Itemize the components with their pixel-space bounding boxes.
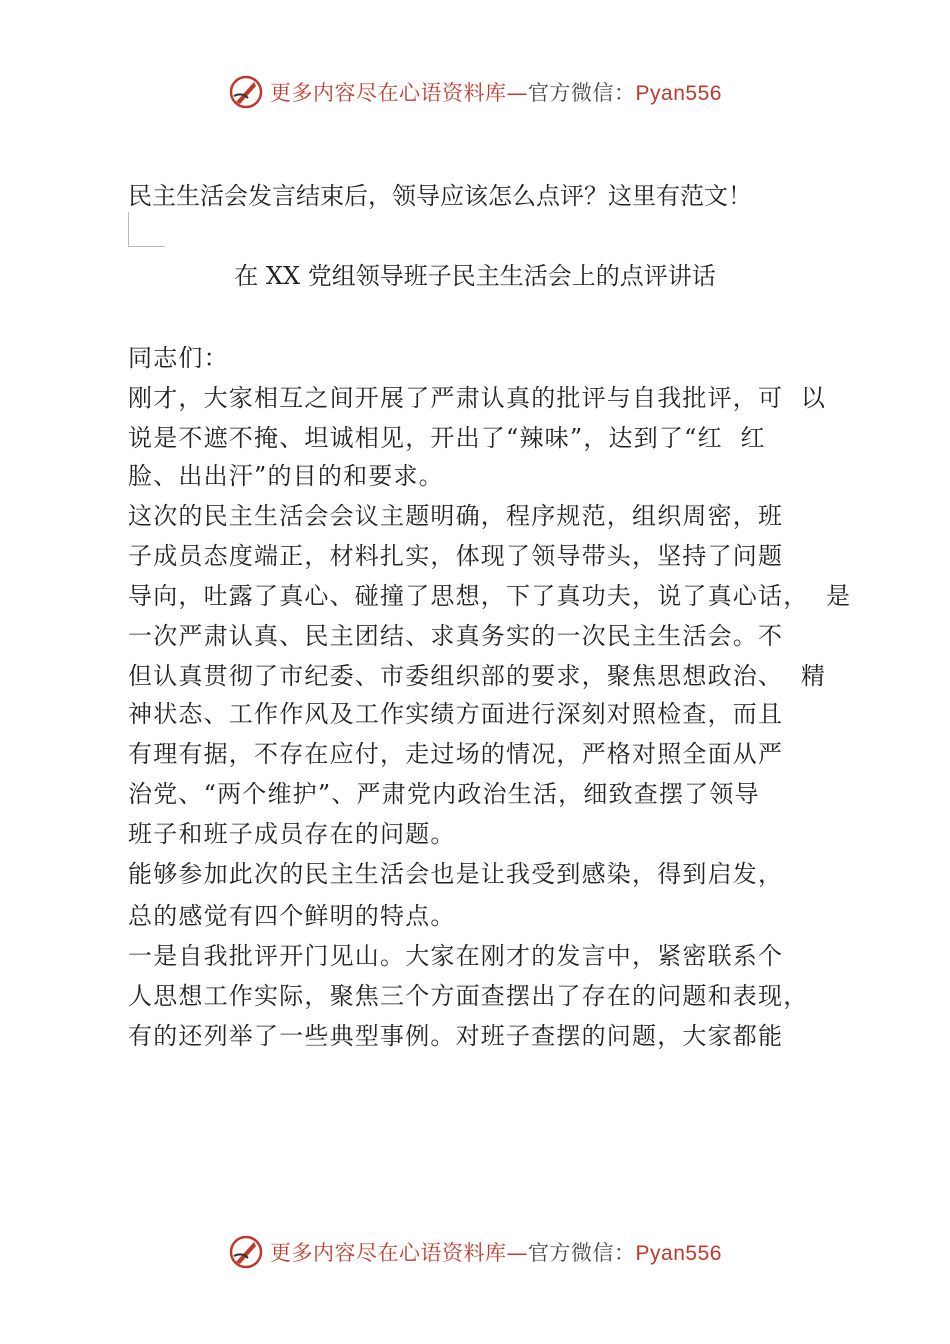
body-line: 班子和班子成员存在的问题。	[128, 820, 456, 848]
body-line: 能够参加此次的民主生活会也是让我受到感染，得到启发，	[128, 860, 784, 888]
header-watermark-banner	[0, 72, 950, 112]
body-line: 神状态、工作作风及工作实绩方面进行深刻对照检查，而且	[128, 700, 784, 728]
body-line: 刚才，大家相互之间开展了严肃认真的批评与自我批评，可 以	[128, 384, 827, 412]
body-line: 有的还列举了一些典型事例。对班子查摆的问题，大家都能	[128, 1022, 784, 1050]
banner-wechat-id: Pyan556	[635, 1242, 722, 1265]
body-line: 这次的民主生活会会议主题明确，程序规范，组织周密，班	[128, 502, 784, 530]
body-line: 子成员态度端正，材料扎实，体现了领导带头，坚持了问题	[128, 542, 784, 570]
body-line: 说是不遮不掩、坦诚相见，开出了“辣味”，达到了“红 红	[128, 424, 766, 452]
body-line: 但认真贯彻了市纪委、市委组织部的要求，聚焦思想政治、 精	[128, 662, 827, 690]
banner-text	[270, 1237, 722, 1267]
banner-wechat-id: Pyan556	[635, 82, 722, 105]
banner-brand: 更多内容尽在心语资料库	[270, 1241, 507, 1265]
body-line: 同志们：	[128, 344, 229, 372]
body-line: 一是自我批评开门见山。大家在刚才的发言中，紧密联系个	[128, 942, 784, 970]
banner-text	[270, 77, 722, 107]
body-line: 总的感觉有四个鲜明的特点。	[128, 902, 456, 930]
body-line: 有理有据，不存在应付，走过场的情况，严格对照全面从严	[128, 740, 784, 768]
banner-dash: —	[506, 81, 529, 105]
page-headline: 民主生活会发言结束后，领导应该怎么点评？这里有范文！	[128, 182, 752, 210]
quill-logo-icon	[228, 74, 264, 110]
body-line: 治党、“两个维护”、严肃党内政治生活，细致查摆了领导	[128, 780, 760, 808]
body-line: 人思想工作实际，聚焦三个方面查摆出了存在的问题和表现，	[128, 982, 809, 1010]
banner-brand: 更多内容尽在心语资料库	[270, 81, 507, 105]
banner-wechat-label: 官方微信：	[528, 1241, 636, 1265]
body-line: 脸、出出汗”的目的和要求。	[128, 462, 444, 490]
body-line: 导向，吐露了真心、碰撞了思想，下了真功夫，说了真心话， 是	[128, 582, 852, 610]
page-corner-mark	[128, 212, 165, 247]
footer-watermark-banner	[0, 1232, 950, 1272]
body-line: 一次严肃认真、民主团结、求真务实的一次民主生活会。不	[128, 622, 784, 650]
speech-title: 在 XX 党组领导班子民主生活会上的点评讲话	[234, 262, 716, 290]
quill-logo-icon	[228, 1234, 264, 1270]
banner-wechat-label: 官方微信：	[528, 81, 636, 105]
banner-dash: —	[506, 1241, 529, 1265]
